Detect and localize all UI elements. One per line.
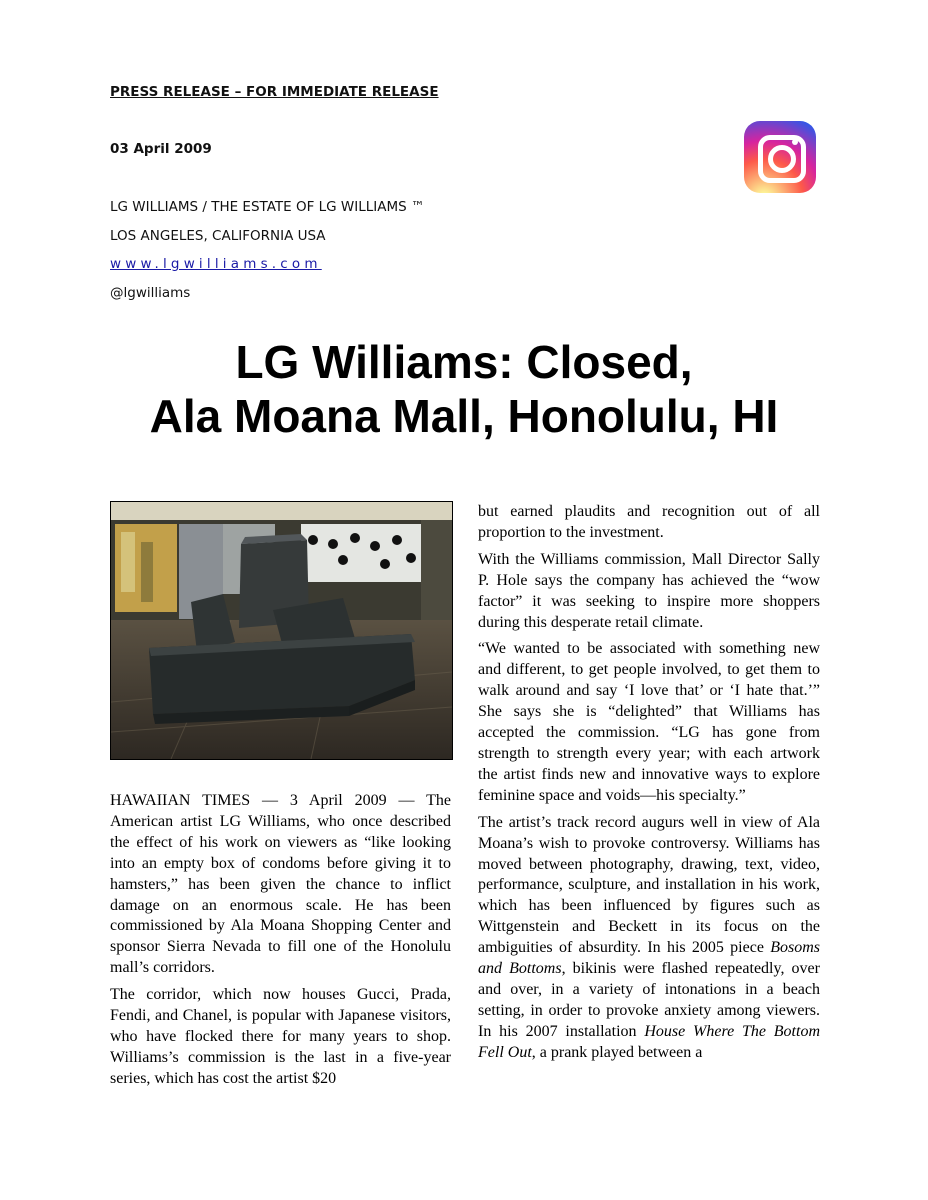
artwork-title: Bosoms and Bottoms bbox=[478, 939, 820, 978]
paragraph bbox=[478, 813, 820, 1064]
installation-photo bbox=[110, 501, 453, 760]
instagram-icon[interactable] bbox=[744, 121, 816, 193]
release-date: 03 April 2009 bbox=[110, 141, 212, 157]
paragraph: but earned plaudits and recognition out of all proportion to the investment. bbox=[478, 503, 820, 541]
social-handle: @lgwilliams bbox=[110, 285, 191, 301]
paragraph: The corridor, which now houses Gucci, Prada, Fendi, and Chanel, is popular with Japanese visitors, who have flocked there for many years to shop. Williams’s commission is the last in a five-year series, which has cost the artist $20 bbox=[110, 986, 451, 1087]
paragraph: With the Williams commission, Mall Director Sally P. Hole says the company has achieved the “wow factor” it was seeking to inspire more shoppers during this desperate retail climate. bbox=[478, 550, 820, 631]
left-column bbox=[110, 791, 451, 1096]
website-link[interactable]: www.lgwilliams.com bbox=[110, 256, 322, 272]
paragraph-text: , a prank played between a bbox=[531, 1043, 703, 1061]
headline-line-1: LG Williams: Closed, bbox=[235, 336, 693, 388]
paragraph: “We wanted to be associated with something new and different, to get people involved, to get them to walk around and say ‘I love that’ or ‘I hate that.’” She says she is “delighted” that Williams has accepted the commission. “LG has gone from strength to strength every year; with each artwork the artist finds new and innovative ways to explore feminine space and voids—his specialty.” bbox=[478, 640, 820, 804]
paragraph-text: The artist’s track record augurs well in view of Ala Moana’s wish to provoke controversy. Williams has moved between photography, drawing, text, video, performance, sculpture, and installation in his work, which has been influenced by figures such as Wittgenstein and Beckett in its focus on the ambiguities of absurdity. In his 2005 piece bbox=[478, 813, 820, 957]
paragraph-text: , bikinis were flashed repeatedly, over and over, in a variety of intonations in a beach setting, in order to provoke anxiety among viewers. In his 2007 installation bbox=[478, 960, 820, 1040]
location-line: LOS ANGELES, CALIFORNIA USA bbox=[110, 228, 326, 244]
release-label: PRESS RELEASE – FOR IMMEDIATE RELEASE bbox=[110, 84, 439, 100]
paragraph: HAWAIIAN TIMES — 3 April 2009 — The American artist LG Williams, who once described the effect of his work on viewers as “like looking into an empty box of condoms before giving it to hamsters,” has been given the chance to inflict damage on an enormous scale. He has been commissioned by Ala Moana Shopping Center and sponsor Sierra Nevada to fill one of the Honolulu mall’s corridors. bbox=[110, 792, 451, 977]
headline-line-2: Ala Moana Mall, Honolulu, HI bbox=[149, 390, 779, 442]
right-column bbox=[478, 502, 820, 1070]
organization-line: LG WILLIAMS / THE ESTATE OF LG WILLIAMS ™ bbox=[110, 199, 425, 215]
instagram-lens bbox=[768, 145, 796, 173]
instagram-dot bbox=[792, 139, 798, 145]
artwork-title: House Where The Bottom Fell Out bbox=[478, 1022, 821, 1061]
